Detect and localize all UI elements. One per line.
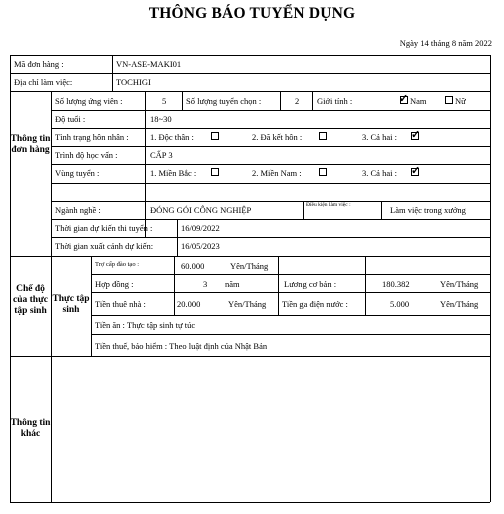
work-address-label: Địa chỉ làm việc: xyxy=(14,77,73,87)
work-address-value: TOCHIGI xyxy=(116,77,151,87)
gender-female-checkbox[interactable] xyxy=(445,96,453,104)
grid-line xyxy=(303,201,304,219)
marital-married-checkbox[interactable] xyxy=(319,132,327,140)
page-title: THÔNG BÁO TUYỂN DỤNG xyxy=(148,5,356,22)
grid-line xyxy=(51,237,490,238)
grid-line xyxy=(145,91,146,237)
applicants-value: 5 xyxy=(162,96,167,106)
grid-line xyxy=(177,219,178,256)
grid-line xyxy=(91,292,490,293)
check-mark-icon: ✓ xyxy=(411,165,421,177)
grid-line xyxy=(10,256,490,257)
grid-line xyxy=(10,55,490,56)
grid-line xyxy=(51,110,490,111)
grid-line xyxy=(490,55,491,502)
grid-line xyxy=(365,256,366,315)
gender-female-label: Nữ xyxy=(455,96,466,106)
contract-unit: năm xyxy=(225,279,240,289)
grid-line xyxy=(174,256,175,315)
education-value: CẤP 3 xyxy=(150,150,173,160)
issue-date: Ngày 14 tháng 8 năm 2022 xyxy=(399,38,492,48)
marital-single-checkbox[interactable] xyxy=(211,132,219,140)
order-code-label: Mã đơn hàng : xyxy=(14,59,64,69)
utilities-label: Tiền ga điện nước : xyxy=(282,299,348,309)
training-allowance-value: 60.000 xyxy=(181,261,205,271)
region-north-label: 1. Miền Bắc : xyxy=(150,168,197,178)
training-allowance-label: Trợ cấp đào tạo : xyxy=(95,261,139,268)
region-south-label: 2. Miền Nam : xyxy=(252,168,302,178)
rent-label: Tiền thuê nhà : xyxy=(95,299,146,309)
grid-line xyxy=(10,91,490,92)
grid-line xyxy=(112,55,113,91)
section-intern-sub: Thực tập sinh xyxy=(52,294,90,315)
region-south-checkbox[interactable] xyxy=(319,168,327,176)
marital-married-label: 2. Đã kết hôn : xyxy=(252,132,303,142)
grid-line xyxy=(10,73,490,74)
grid-line xyxy=(51,146,490,147)
grid-line xyxy=(10,502,490,503)
exam-date-value: 16/09/2022 xyxy=(181,223,220,233)
other-info-area[interactable] xyxy=(52,357,489,501)
grid-line xyxy=(278,256,279,315)
selected-label: Số lượng tuyển chọn : xyxy=(186,96,262,106)
contract-value: 3 xyxy=(203,279,208,289)
rent-value: 20.000 xyxy=(177,299,201,309)
age-value: 18~30 xyxy=(150,114,172,124)
section-intern-regime: Chế độ của thực tập sinh xyxy=(13,284,48,316)
region-label: Vùng tuyển : xyxy=(55,168,100,178)
gender-label: Giới tính : xyxy=(317,96,353,106)
grid-line xyxy=(280,91,281,110)
check-mark-icon: ✓ xyxy=(399,93,409,105)
salary-value: 180.382 xyxy=(382,279,410,289)
salary-unit: Yên/Tháng xyxy=(440,279,479,289)
grid-line xyxy=(182,91,183,110)
section-order-info: Thông tin đơn hàng xyxy=(10,134,51,155)
grid-line xyxy=(91,315,490,316)
marital-label: Tình trạng hôn nhân : xyxy=(55,132,129,142)
rent-unit: Yên/Tháng xyxy=(228,299,267,309)
marital-single-label: 1. Độc thân : xyxy=(150,132,194,142)
job-value: ĐÓNG GÓI CÔNG NGHIỆP xyxy=(150,205,252,215)
training-allowance-unit: Yên/Tháng xyxy=(230,261,269,271)
gender-male-label: Nam xyxy=(410,96,427,106)
education-label: Trình độ học vấn : xyxy=(55,150,118,160)
condition-value: Làm việc trong xưởng xyxy=(390,205,466,215)
order-code-value: VN-ASE-MAKI01 xyxy=(116,59,182,69)
selected-value: 2 xyxy=(295,96,300,106)
grid-line xyxy=(51,219,490,220)
check-mark-icon: ✓ xyxy=(411,129,421,141)
tax-text: Tiền thuế, bảo hiểm : Theo luật định của Nhật Bản xyxy=(95,341,268,351)
grid-line xyxy=(91,334,490,335)
grid-line xyxy=(91,256,92,356)
utilities-unit: Yên/Tháng xyxy=(440,299,479,309)
section-other-info: Thông tin khác xyxy=(10,418,51,439)
grid-line xyxy=(312,91,313,110)
departure-date-label: Thời gian xuất cảnh dự kiến: xyxy=(55,241,154,251)
grid-line xyxy=(51,164,490,165)
salary-label: Lương cơ bản : xyxy=(284,279,337,289)
age-label: Độ tuổi : xyxy=(55,114,86,124)
grid-line xyxy=(51,183,490,184)
grid-line xyxy=(381,201,382,219)
meals-text: Tiền ăn : Thực tập sinh tự túc xyxy=(95,320,196,330)
departure-date-value: 16/05/2023 xyxy=(181,241,220,251)
job-label: Ngành nghề : xyxy=(55,205,101,215)
exam-date-label: Thời gian dự kiến thi tuyển : xyxy=(55,223,153,233)
region-north-checkbox[interactable] xyxy=(211,168,219,176)
utilities-value: 5.000 xyxy=(390,299,410,309)
marital-both-label: 3. Cả hai : xyxy=(362,132,397,142)
grid-line xyxy=(91,274,490,275)
contract-label: Hợp đồng : xyxy=(95,279,134,289)
grid-line xyxy=(51,128,490,129)
condition-label: Điều kiện làm việc : xyxy=(306,202,351,208)
grid-line xyxy=(51,201,490,202)
applicants-label: Số lượng ứng viên : xyxy=(55,96,123,106)
region-both-label: 3. Cả hai : xyxy=(362,168,397,178)
